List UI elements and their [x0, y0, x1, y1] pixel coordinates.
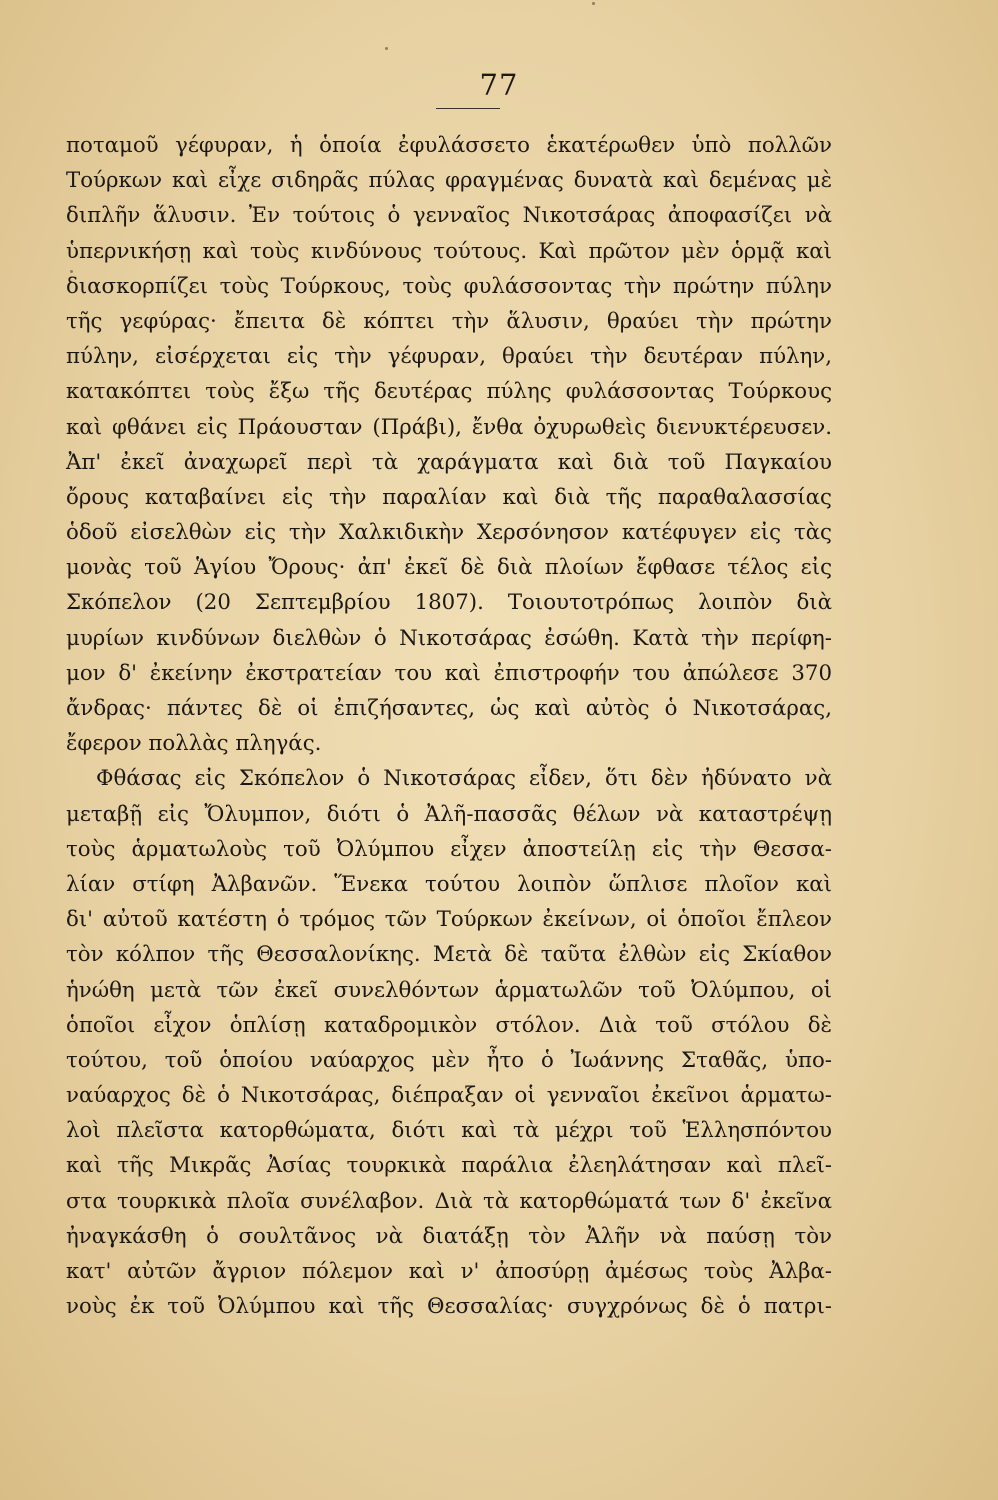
- text-line: ὁποῖοι εἶχον ὁπλίσῃ καταδρομικὸν στόλον. Διὰ τοῦ στόλου δὲ: [66, 1012, 832, 1038]
- text-line: Τούρκων καὶ εἶχε σιδηρᾶς πύλας φραγμένας δυνατὰ καὶ δεμένας μὲ: [66, 168, 832, 194]
- text-line: μον δ' ἐκείνην ἐκστρατείαν του καὶ ἐπιστροφήν του ἀπώλεσε 370: [66, 660, 832, 686]
- text-line: ὁδοῦ εἰσελθὼν εἰς τὴν Χαλκιδικὴν Χερσόνησον κατέφυγεν εἰς τὰς: [66, 520, 832, 546]
- text-line: κατ' αὐτῶν ἄγριον πόλεμον καὶ ν' ἀποσύρῃ ἀμέσως τοὺς Ἀλβα-: [66, 1259, 832, 1284]
- text-line: ἄνδρας· πάντες δὲ οἱ ἐπιζήσαντες, ὡς καὶ αὐτὸς ὁ Νικοτσάρας,: [66, 696, 832, 721]
- text-line: διπλῆν ἅλυσιν. Ἐν τούτοις ὁ γενναῖος Νικοτσάρας ἀποφασίζει νὰ: [66, 203, 832, 229]
- text-line: λίαν στίφη Ἀλβανῶν. Ἕνεκα τούτου λοιπὸν ὥπλισε πλοῖον καὶ: [66, 871, 832, 897]
- text-line: ποταμοῦ γέφυραν, ἡ ὁποία ἐφυλάσσετο ἑκατέρωθεν ὑπὸ πολλῶν: [66, 133, 832, 158]
- text-line: ἔφερον πολλὰς πληγάς.: [66, 731, 322, 757]
- text-line: μεταβῇ εἰς Ὄλυμπον, διότι ὁ Ἀλῆ-πασσᾶς θέλων νὰ καταστρέψῃ: [66, 801, 832, 827]
- text-line: καὶ φθάνει εἰς Πράουσταν (Πράβι), ἔνθα ὀχυρωθεὶς διενυκτέρευσεν.: [66, 414, 832, 440]
- paper-speck: [592, 2, 595, 5]
- header-rule: [436, 108, 500, 109]
- text-line: καὶ τῆς Μικρᾶς Ἀσίας τουρκικὰ παράλια ἐλεηλάτησαν καὶ πλεῖ-: [66, 1153, 832, 1179]
- page-number: 77: [479, 68, 519, 102]
- text-line: ναύαρχος δὲ ὁ Νικοτσάρας, διέπραξαν οἱ γενναῖοι ἐκεῖνοι ἁρματω-: [66, 1083, 832, 1109]
- text-line: ἡνώθη μετὰ τῶν ἐκεῖ συνελθόντων ἁρματωλῶν τοῦ Ὀλύμπου, οἱ: [66, 977, 832, 1003]
- text-line: δι' αὐτοῦ κατέστη ὁ τρόμος τῶν Τούρκων ἐκείνων, οἱ ὁποῖοι ἔπλεον: [66, 907, 832, 933]
- body-text: [66, 128, 832, 1324]
- paper-speck: [70, 270, 73, 273]
- text-line: μονὰς τοῦ Ἁγίου Ὄρους· ἀπ' ἐκεῖ δὲ διὰ πλοίων ἔφθασε τέλος εἰς: [66, 555, 832, 581]
- text-line: μυρίων κινδύνων διελθὼν ὁ Νικοτσάρας ἐσώθη. Κατὰ τὴν περίφη-: [66, 625, 832, 651]
- text-line: λοὶ πλεῖστα κατορθώματα, διότι καὶ τὰ μέχρι τοῦ Ἑλλησπόντου: [66, 1118, 832, 1144]
- text-line: νοὺς ἐκ τοῦ Ὀλύμπου καὶ τῆς Θεσσαλίας· συγχρόνως δὲ ὁ πατρι-: [66, 1294, 832, 1320]
- text-line: διασκορπίζει τοὺς Τούρκους, τοὺς φυλάσσοντας τὴν πρώτην πύλην: [66, 273, 832, 299]
- text-line: Σκόπελον (20 Σεπτεμβρίου 1807). Τοιουτοτρόπως λοιπὸν διὰ: [66, 590, 832, 616]
- text-line: τούτου, τοῦ ὁποίου ναύαρχος μὲν ἦτο ὁ Ἰωάννης Σταθᾶς, ὑπο-: [66, 1047, 832, 1073]
- text-line: Φθάσας εἰς Σκόπελον ὁ Νικοτσάρας εἶδεν, ὅτι δὲν ἠδύνατο νὰ: [96, 766, 832, 792]
- text-line: Ἀπ' ἐκεῖ ἀναχωρεῖ περὶ τὰ χαράγματα καὶ διὰ τοῦ Παγκαίου: [66, 449, 832, 475]
- text-line: τοὺς ἁρματωλοὺς τοῦ Ὀλύμπου εἶχεν ἀποστείλῃ εἰς τὴν Θεσσα-: [66, 836, 832, 862]
- text-line: τῆς γεφύρας· ἔπειτα δὲ κόπτει τὴν ἅλυσιν, θραύει τὴν πρώτην: [66, 308, 832, 334]
- text-line: ὑπερνικήσῃ καὶ τοὺς κινδύνους τούτους. Καὶ πρῶτον μὲν ὁρμᾷ καὶ: [66, 238, 832, 264]
- text-line: πύλην, εἰσέρχεται εἰς τὴν γέφυραν, θραύει τὴν δευτέραν πύλην,: [66, 344, 832, 370]
- text-line: τὸν κόλπον τῆς Θεσσαλονίκης. Μετὰ δὲ ταῦτα ἐλθὼν εἰς Σκίαθον: [66, 942, 832, 968]
- text-line: στα τουρκικὰ πλοῖα συνέλαβον. Διὰ τὰ κατορθώματά των δ' ἐκεῖνα: [66, 1188, 832, 1214]
- paper-speck: [385, 47, 388, 50]
- text-line: κατακόπτει τοὺς ἔξω τῆς δευτέρας πύλης φυλάσσοντας Τούρκους: [66, 379, 832, 405]
- text-line: ἠναγκάσθη ὁ σουλτᾶνος νὰ διατάξῃ τὸν Ἀλῆν νὰ παύσῃ τὸν: [66, 1223, 832, 1249]
- text-line: ὄρους καταβαίνει εἰς τὴν παραλίαν καὶ διὰ τῆς παραθαλασσίας: [66, 484, 832, 510]
